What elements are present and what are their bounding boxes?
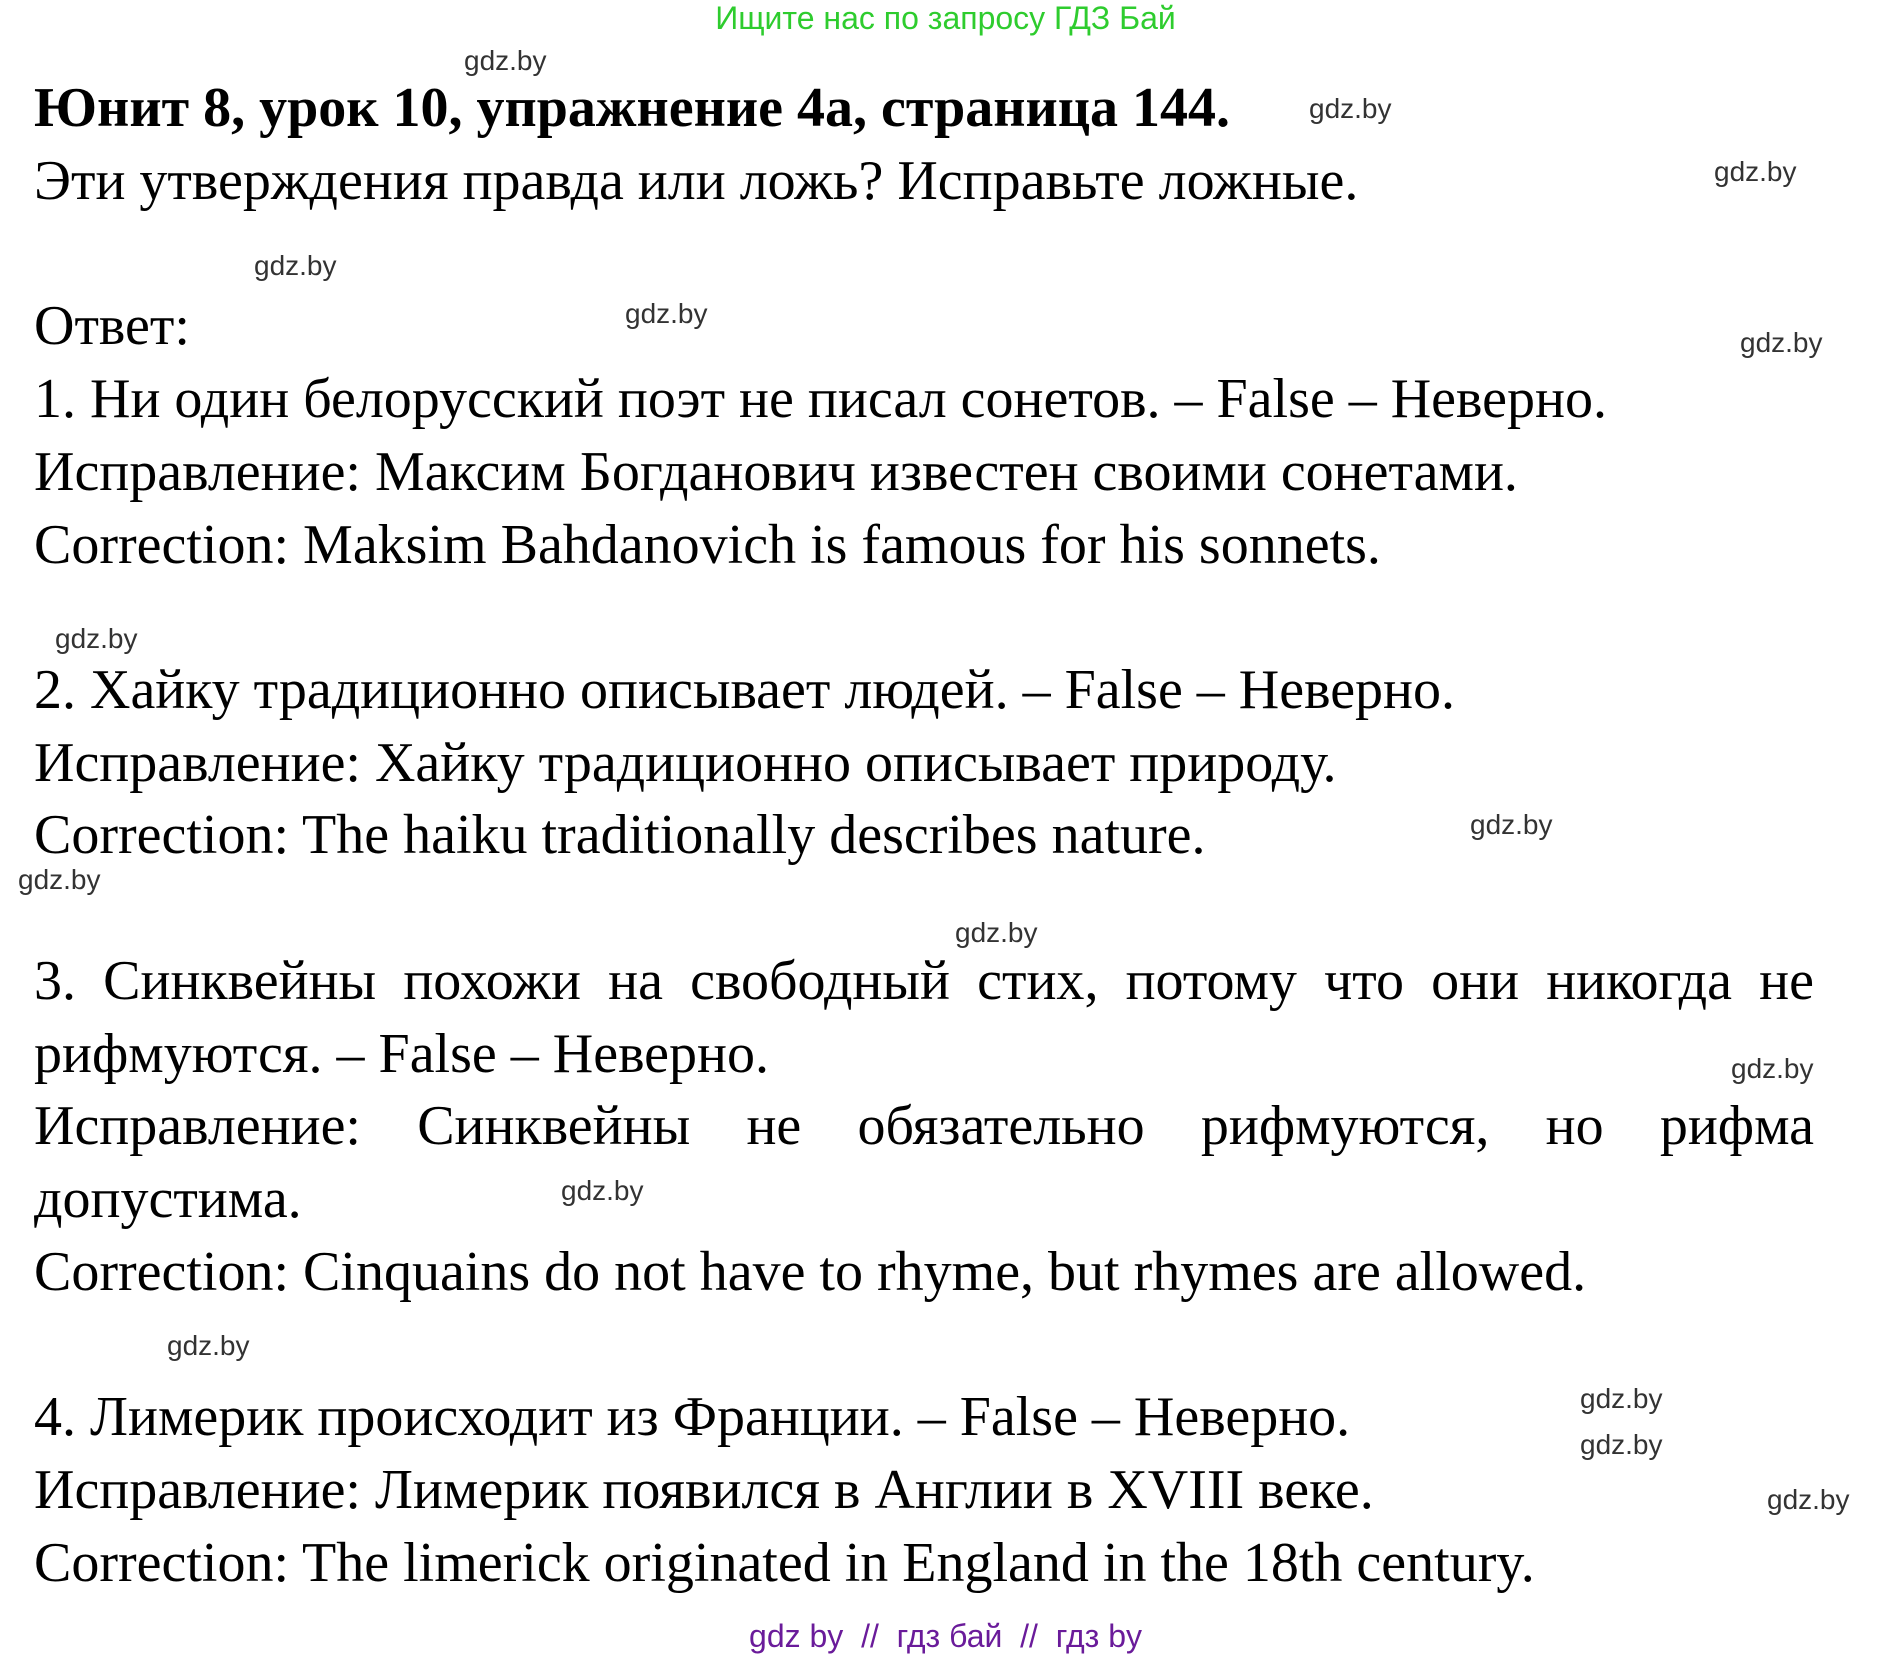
watermark: gdz.by — [625, 298, 708, 329]
item-2-correction-ru: Исправление: Хайку традиционно описывает природу. — [34, 732, 1337, 794]
watermark: gdz.by — [1580, 1429, 1663, 1460]
watermark: gdz.by — [1740, 327, 1823, 358]
item-4-correction-ru: Исправление: Лимерик появился в Англии в XVIII веке. — [34, 1459, 1374, 1521]
promo-banner: Ищите нас по запросу ГДЗ Бай — [715, 0, 1176, 36]
watermark: gdz.by — [1731, 1053, 1814, 1084]
watermark: gdz.by — [167, 1330, 250, 1361]
item-3-correction-ru-line2: допустима. — [34, 1168, 302, 1230]
item-2-statement: 2. Хайку традиционно описывает людей. – False – Неверно. — [34, 659, 1456, 721]
footer-links[interactable]: gdz by // гдз бай // гдз by — [749, 1618, 1142, 1654]
watermark: gdz.by — [1580, 1383, 1663, 1414]
item-4-correction-en: Correction: The limerick originated in England in the 18th century. — [34, 1532, 1535, 1594]
item-3-statement-line2: рифмуются. – False – Неверно. — [34, 1023, 769, 1085]
watermark: gdz.by — [464, 45, 547, 76]
item-1-correction-en: Correction: Maksim Bahdanovich is famous for his sonnets. — [34, 514, 1381, 576]
watermark: gdz.by — [561, 1175, 644, 1206]
item-3-statement-line1: 3. Синквейны похожи на свободный стих, потому что они никогда не — [34, 950, 1814, 1012]
item-2-correction-en: Correction: The haiku traditionally describes nature. — [34, 804, 1206, 866]
watermark: gdz.by — [254, 250, 337, 281]
item-3-correction-en: Correction: Cinquains do not have to rhyme, but rhymes are allowed. — [34, 1241, 1587, 1303]
page-title: Юнит 8, урок 10, упражнение 4а, страница 144. — [34, 77, 1231, 139]
answer-label: Ответ: — [34, 295, 190, 357]
watermark: gdz.by — [1767, 1484, 1850, 1515]
watermark: gdz.by — [1309, 93, 1392, 124]
watermark: gdz.by — [55, 623, 138, 654]
watermark: gdz.by — [1714, 156, 1797, 187]
item-1-correction-ru: Исправление: Максим Богданович известен своими сонетами. — [34, 441, 1518, 503]
task-text: Эти утверждения правда или ложь? Исправьте ложные. — [34, 150, 1359, 212]
item-1-statement: 1. Ни один белорусский поэт не писал сонетов. – False – Неверно. — [34, 368, 1607, 430]
item-4-statement: 4. Лимерик происходит из Франции. – False – Неверно. — [34, 1386, 1351, 1448]
watermark: gdz.by — [18, 864, 101, 895]
watermark: gdz.by — [1470, 809, 1553, 840]
watermark: gdz.by — [955, 917, 1038, 948]
item-3-correction-ru-line1: Исправление: Синквейны не обязательно рифмуются, но рифма — [34, 1095, 1814, 1157]
